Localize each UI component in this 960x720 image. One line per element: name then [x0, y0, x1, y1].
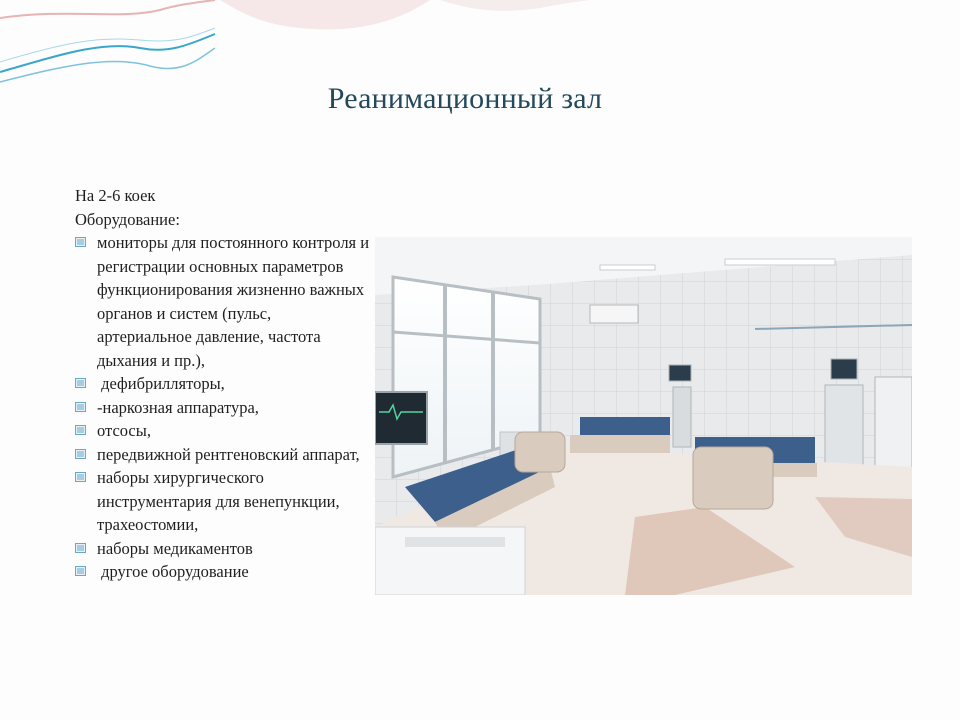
list-item-text: передвижной рентгеновский аппарат,	[97, 444, 360, 464]
list-item-text: -наркозная аппаратура,	[97, 397, 259, 417]
list-item-text: мониторы для постоянного контроля и регистрации основных параметров функционирования жизненно важных органов и систем (пульс, артериальное давление, частота дыхания и пр.),	[97, 233, 370, 370]
intro-line-beds: На 2-6 коек	[75, 186, 156, 205]
list-item	[75, 466, 370, 537]
hospital-icu-room-photo	[375, 237, 912, 595]
equipment-list	[75, 231, 370, 584]
note-bullet-icon	[75, 425, 86, 435]
note-bullet-icon	[75, 449, 86, 459]
list-item	[75, 419, 370, 443]
note-bullet-icon	[75, 472, 86, 482]
list-item-text: другое оборудование	[97, 562, 249, 581]
intro-line-equipment: Оборудование:	[75, 209, 180, 229]
note-bullet-icon	[75, 566, 86, 576]
list-item-text: наборы хирургического инструментария для венепункции, трахеостомии,	[97, 468, 340, 534]
slide-title: Реанимационный зал	[327, 82, 603, 115]
list-item-text: дефибрилляторы,	[97, 374, 225, 393]
list-item	[75, 443, 370, 467]
list-item	[75, 537, 370, 561]
list-item-text: наборы медикаментов	[97, 538, 253, 558]
note-bullet-icon	[75, 543, 86, 553]
note-bullet-icon	[75, 402, 86, 412]
slide-content	[75, 184, 370, 584]
list-item	[75, 560, 370, 584]
note-bullet-icon	[75, 378, 86, 388]
list-item	[75, 231, 370, 372]
note-bullet-icon	[75, 237, 86, 247]
list-item	[75, 372, 370, 396]
list-item-text: отсосы,	[97, 421, 151, 440]
list-item	[75, 396, 370, 420]
